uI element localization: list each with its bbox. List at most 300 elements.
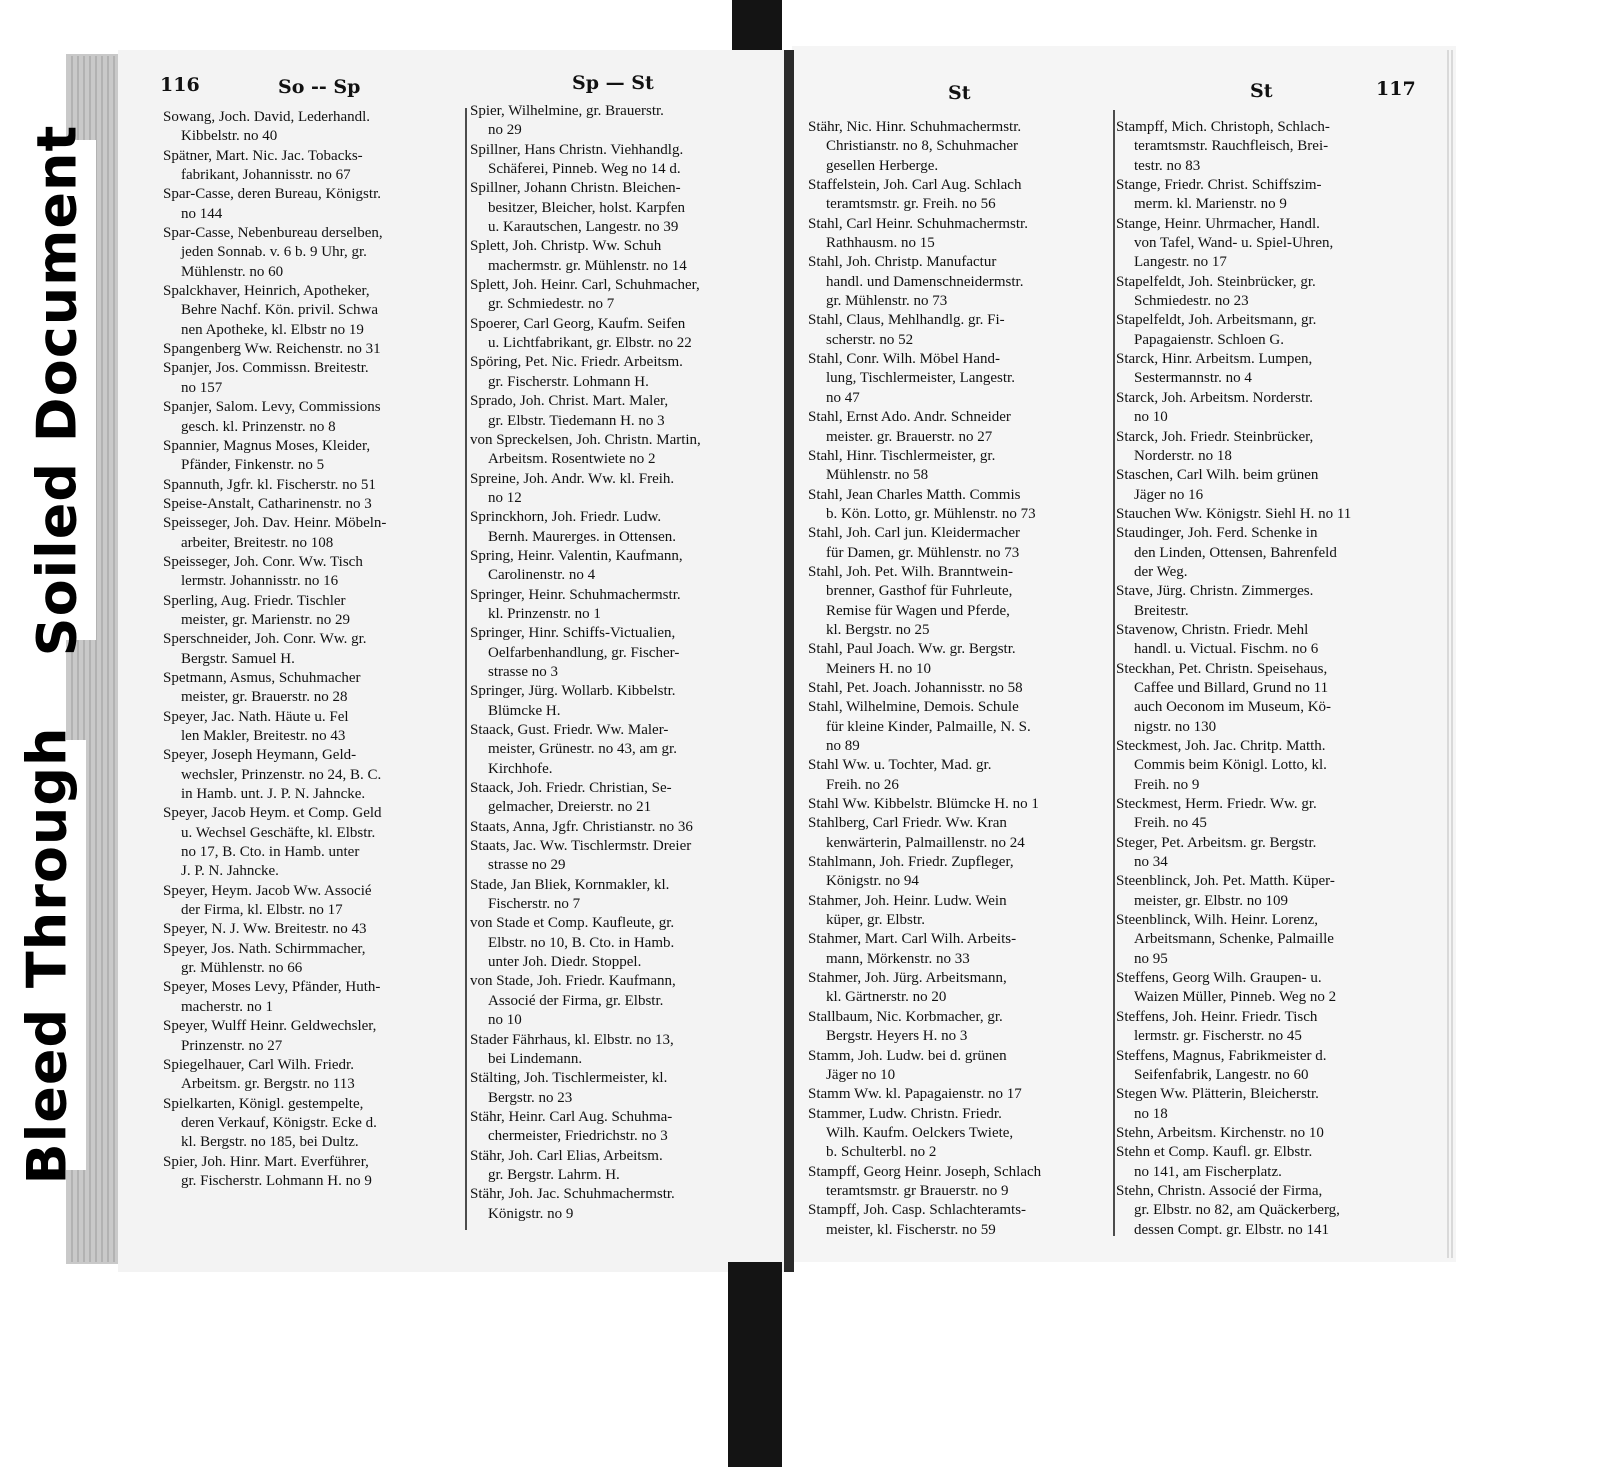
directory-entry (808, 853, 1112, 892)
entry-line: Springer, Hinr. Schiffs-Victualien, (470, 625, 676, 642)
entry-line: Prinzenstr. no 27 (181, 1037, 283, 1054)
left-page-number: 116 (160, 74, 200, 96)
entry-line: Jäger no 16 (1134, 486, 1204, 503)
entry-line: lung, Tischlermeister, Langestr. (826, 370, 1015, 387)
entry-line: u. Lichtfabrikant, gr. Elbstr. no 22 (488, 335, 692, 352)
directory-entry (163, 804, 463, 881)
entry-line: no 12 (488, 489, 522, 506)
entry-line: Stälting, Joh. Tischlermeister, kl. (470, 1070, 668, 1087)
entry-line: Staack, Gust. Friedr. Ww. Maler- (470, 722, 669, 738)
entry-line: Steger, Pet. Arbeitsm. gr. Bergstr. (1116, 834, 1317, 851)
left-page-header-right: Sp — St (572, 72, 654, 94)
entry-line: in Hamb. unt. J. P. N. Jahncke. (181, 786, 366, 803)
right-page-number: 117 (1376, 78, 1416, 100)
entry-line: Bergstr. Samuel H. (181, 650, 295, 667)
entry-line: Behre Nachf. Kön. privil. Schwa (181, 302, 379, 319)
entry-line: meister. gr. Brauerstr. no 27 (826, 428, 993, 445)
entry-line: Stegen Ww. Plätterin, Bleicherstr. (1116, 1086, 1319, 1103)
directory-entry (163, 669, 463, 708)
entry-line: Speyer, Joseph Heymann, Geld- (163, 747, 357, 764)
entry-line: Staudinger, Joh. Ferd. Schenke in (1116, 525, 1318, 542)
entry-line: handl. und Damenschneidermstr. (826, 273, 1024, 290)
directory-entry (163, 920, 463, 939)
directory-entry (163, 1056, 463, 1095)
directory-entry (163, 882, 463, 921)
entry-line: Seifenfabrik, Langestr. no 60 (1134, 1066, 1309, 1083)
entry-line: Stehn, Arbeitsm. Kirchenstr. no 10 (1116, 1124, 1324, 1141)
entry-line: Staffelstein, Joh. Carl Aug. Schlach (808, 177, 1022, 194)
entry-line: Stähr, Joh. Jac. Schuhmachermstr. (470, 1186, 675, 1203)
entry-line: Stampff, Georg Heinr. Joseph, Schlach (808, 1163, 1042, 1180)
entry-line: Speyer, N. J. Ww. Breitestr. no 43 (163, 921, 367, 938)
entry-line: Splett, Joh. Christp. Ww. Schuh (470, 238, 662, 255)
directory-entry (1116, 350, 1416, 389)
entry-line: no 47 (826, 389, 860, 406)
entry-line: gr. Mühlenstr. no 73 (826, 293, 948, 310)
entry-line: von Spreckelsen, Joh. Christn. Martin, (470, 431, 701, 448)
directory-entry (470, 179, 775, 237)
directory-entry (1116, 428, 1416, 467)
entry-line: no 95 (1134, 950, 1168, 967)
directory-entry (470, 392, 775, 431)
entry-line: Stampff, Joh. Casp. Schlachteramts- (808, 1202, 1027, 1219)
entry-line: Spar-Casse, Nebenbureau derselben, (163, 225, 383, 242)
directory-entry (1116, 466, 1416, 505)
directory-entry (808, 118, 1112, 176)
directory-entry (163, 340, 463, 359)
directory-entry (470, 1069, 775, 1108)
entry-line: machermstr. gr. Mühlenstr. no 14 (488, 257, 687, 274)
entry-line: gr. Fischerstr. Lohmann H. no 9 (181, 1172, 372, 1189)
entry-line: Fischerstr. no 7 (488, 896, 581, 913)
entry-line: Stahl, Conr. Wilh. Möbel Hand- (808, 351, 1001, 368)
directory-entry (808, 524, 1112, 563)
entry-line: Sowang, Joch. David, Lederhandl. (163, 109, 371, 125)
directory-entry (163, 1153, 463, 1192)
directory-entry (808, 1008, 1112, 1047)
entry-line: Stähr, Nic. Hinr. Schuhmachermstr. (808, 119, 1022, 135)
entry-line: Stahl, Joh. Pet. Wilh. Branntwein- (808, 563, 1013, 580)
directory-entry (470, 470, 775, 509)
directory-entry (163, 476, 463, 495)
directory-entry (163, 592, 463, 631)
soiled-document-label: Soiled Document (25, 124, 89, 656)
entry-line: Stamm, Joh. Ludw. bei d. grünen (808, 1047, 1007, 1064)
directory-entry (163, 437, 463, 476)
directory-entry (163, 359, 463, 398)
entry-line: Stahl Ww. Kibbelstr. Blümcke H. no 1 (808, 796, 1039, 813)
entry-line: mann, Mörkenstr. no 33 (826, 950, 970, 967)
directory-entry (808, 892, 1112, 931)
entry-line: Stahl, Paul Joach. Ww. gr. Bergstr. (808, 641, 1016, 658)
entry-line: Spannuth, Jgfr. kl. Fischerstr. no 51 (163, 476, 376, 493)
entry-line: Stähr, Joh. Carl Elias, Arbeitsm. (470, 1147, 663, 1164)
entry-line: gr. Schmiedestr. no 7 (488, 296, 615, 313)
entry-line: teramtsmstr. gr Brauerstr. no 9 (826, 1182, 1009, 1199)
entry-line: Starck, Hinr. Arbeitsm. Lumpen, (1116, 351, 1313, 368)
entry-line: Mühlenstr. no 58 (826, 467, 929, 484)
entry-line: kl. Gärtnerstr. no 20 (826, 989, 947, 1006)
entry-line: Stahlmann, Joh. Friedr. Zupfleger, (808, 854, 1014, 871)
entry-line: Staschen, Carl Wilh. beim grünen (1116, 467, 1319, 484)
directory-entry (808, 1163, 1112, 1202)
entry-line: Stammer, Ludw. Christn. Friedr. (808, 1105, 1002, 1122)
entry-line: lermstr. gr. Fischerstr. no 45 (1134, 1028, 1302, 1045)
entry-line: Jäger no 10 (826, 1066, 896, 1083)
entry-line: Stahl, Carl Heinr. Schuhmachermstr. (808, 215, 1028, 232)
entry-line: Spring, Heinr. Valentin, Kaufmann, (470, 547, 683, 564)
entry-line: Stauchen Ww. Königstr. Siehl H. no 11 (1116, 505, 1352, 522)
directory-entry (470, 972, 775, 1030)
entry-line: von Stade et Comp. Kaufleute, gr. (470, 915, 675, 932)
directory-entry (1116, 1124, 1416, 1143)
entry-line: Steckmest, Joh. Jac. Chritp. Matth. (1116, 738, 1326, 754)
right-page-column-2 (1116, 118, 1416, 1238)
directory-entry (163, 185, 463, 224)
soiled-document-stamp (18, 124, 96, 656)
directory-entry (808, 1085, 1112, 1104)
directory-entry (808, 311, 1112, 350)
right-page-header-right: St (1250, 80, 1273, 102)
entry-line: teramtsmstr. gr. Freih. no 56 (826, 196, 996, 213)
entry-line: u. Wechsel Geschäfte, kl. Elbstr. (181, 824, 376, 841)
directory-entry (470, 586, 775, 625)
entry-line: von Tafel, Wand- u. Spiel-Uhren, (1134, 235, 1334, 252)
directory-entry (163, 224, 463, 282)
entry-line: besitzer, Bleicher, holst. Karpfen (488, 199, 686, 216)
entry-line: Stehn et Comp. Kaufl. gr. Elbstr. (1116, 1144, 1313, 1161)
directory-entry (470, 837, 775, 876)
entry-line: Speyer, Heym. Jacob Ww. Associé (163, 882, 372, 899)
directory-entry (808, 408, 1112, 447)
entry-line: b. Kön. Lotto, gr. Mühlenstr. no 73 (826, 505, 1036, 522)
entry-line: Norderstr. no 18 (1134, 447, 1232, 464)
directory-entry (1116, 1047, 1416, 1086)
directory-entry (808, 640, 1112, 679)
directory-entry (470, 1108, 775, 1147)
entry-line: Steffens, Joh. Heinr. Friedr. Tisch (1116, 1008, 1318, 1025)
directory-entry (808, 814, 1112, 853)
entry-line: bei Lindemann. (488, 1050, 583, 1067)
entry-line: Steenblinck, Wilh. Heinr. Lorenz, (1116, 912, 1318, 929)
right-page-column-1 (808, 118, 1112, 1238)
directory-entry (470, 431, 775, 470)
entry-line: Schmiedestr. no 23 (1134, 293, 1249, 310)
entry-line: Stahl, Claus, Mehlhandlg. gr. Fi- (808, 312, 1005, 329)
directory-entry (808, 176, 1112, 215)
directory-entry (163, 1017, 463, 1056)
entry-line: teramtsmstr. Rauchfleisch, Brei- (1134, 138, 1329, 155)
directory-entry (1116, 1008, 1416, 1047)
directory-entry (163, 147, 463, 186)
directory-entry (808, 1047, 1112, 1086)
directory-entry (808, 756, 1112, 795)
entry-line: merm. kl. Marienstr. no 9 (1134, 196, 1287, 213)
entry-line: deren Verkauf, Königstr. Ecke d. (181, 1114, 377, 1131)
entry-line: no 10 (488, 1012, 522, 1029)
right-page-header-left: St (948, 82, 971, 104)
bleed-through-label: Bleed Through (15, 726, 79, 1184)
entry-line: Stapelfeldt, Joh. Arbeitsmann, gr. (1116, 312, 1317, 329)
entry-line: b. Schulterbl. no 2 (826, 1144, 937, 1161)
entry-line: Carolinenstr. no 4 (488, 567, 596, 584)
entry-line: Sprinckhorn, Joh. Friedr. Ludw. (470, 509, 662, 526)
entry-line: Spier, Wilhelmine, gr. Brauerstr. (470, 103, 664, 119)
entry-line: Speise-Anstalt, Catharinenstr. no 3 (163, 495, 372, 512)
directory-entry (470, 141, 775, 180)
entry-line: Freih. no 26 (826, 776, 899, 793)
entry-line: meister, gr. Brauerstr. no 28 (181, 689, 348, 706)
entry-line: Spöring, Pet. Nic. Friedr. Arbeitsm. (470, 354, 683, 371)
directory-entry (808, 253, 1112, 311)
entry-line: Papagaienstr. Schloen G. (1134, 331, 1284, 348)
entry-line: für kleine Kinder, Palmaille, N. S. (826, 718, 1031, 735)
directory-entry (470, 353, 775, 392)
binding-strip-bottom (728, 1262, 782, 1467)
entry-line: Stahl, Joh. Christp. Manufactur (808, 254, 997, 271)
directory-entry (1116, 795, 1416, 834)
directory-entry (808, 215, 1112, 254)
directory-entry (1116, 1143, 1416, 1182)
entry-line: meister, Grünestr. no 43, am gr. (488, 741, 677, 758)
entry-line: auch Oeconom im Museum, Kö- (1134, 699, 1332, 716)
directory-entry (808, 969, 1112, 1008)
entry-line: Starck, Joh. Friedr. Steinbrücker, (1116, 428, 1314, 445)
entry-line: Arbeitsmann, Schenke, Palmaille (1134, 931, 1334, 948)
entry-line: no 34 (1134, 854, 1168, 871)
directory-entry (163, 708, 463, 747)
bleed-through-stamp (8, 726, 86, 1184)
entry-line: no 89 (826, 738, 860, 754)
entry-line: Spar-Casse, deren Bureau, Königstr. (163, 186, 381, 203)
entry-line: Spätner, Mart. Nic. Jac. Tobacks- (163, 147, 363, 164)
directory-entry (1116, 872, 1416, 911)
entry-line: Königstr. no 9 (488, 1205, 574, 1222)
entry-line: Kibbelstr. no 40 (181, 128, 278, 145)
entry-line: brenner, Gasthof für Fuhrleute, (826, 583, 1013, 600)
entry-line: Speyer, Wulff Heinr. Geldwechsler, (163, 1018, 377, 1035)
entry-line: gesellen Herberge. (826, 157, 939, 174)
entry-line: meister, gr. Marienstr. no 29 (181, 611, 350, 628)
entry-line: Remise für Wagen und Pferde, (826, 602, 1010, 619)
entry-line: Freih. no 45 (1134, 815, 1207, 832)
entry-line: Spanjer, Salom. Levy, Commissions (163, 399, 381, 416)
entry-line: Stahl, Jean Charles Matth. Commis (808, 486, 1021, 503)
entry-line: gesch. kl. Prinzenstr. no 8 (181, 418, 336, 435)
entry-line: gr. Fischerstr. Lohmann H. (488, 373, 649, 390)
entry-line: Pfänder, Finkenstr. no 5 (181, 457, 325, 474)
entry-line: Spier, Joh. Hinr. Mart. Everführer, (163, 1153, 369, 1170)
entry-line: Steffens, Magnus, Fabrikmeister d. (1116, 1047, 1327, 1064)
entry-line: gr. Elbstr. Tiedemann H. no 3 (488, 412, 665, 429)
directory-entry (470, 779, 775, 818)
entry-line: Bernh. Maurerges. in Ottensen. (488, 528, 677, 545)
entry-line: der Weg. (1134, 563, 1188, 580)
entry-line: Splett, Joh. Heinr. Carl, Schuhmacher, (470, 277, 700, 294)
directory-entry (163, 108, 463, 147)
entry-line: nigstr. no 130 (1134, 718, 1217, 735)
entry-line: Oelfarbenhandlung, gr. Fischer- (488, 644, 680, 661)
entry-line: meister, gr. Elbstr. no 109 (1134, 892, 1288, 909)
entry-line: no 17, B. Cto. in Hamb. unter (181, 844, 360, 861)
directory-entry (470, 914, 775, 972)
entry-line: gr. Elbstr. no 82, am Quäckerberg, (1134, 1202, 1340, 1219)
entry-line: Stader Fährhaus, kl. Elbstr. no 13, (470, 1031, 674, 1048)
entry-line: dessen Compt. gr. Elbstr. no 141 (1134, 1221, 1329, 1238)
directory-entry (808, 486, 1112, 525)
entry-line: von Stade, Joh. Friedr. Kaufmann, (470, 973, 676, 990)
entry-line: für Damen, gr. Mühlenstr. no 73 (826, 544, 1020, 561)
entry-line: Elbstr. no 10, B. Cto. in Hamb. (488, 934, 675, 951)
entry-line: fabrikant, Johannisstr. no 67 (181, 167, 351, 184)
entry-line: Langestr. no 17 (1134, 254, 1227, 271)
directory-entry (470, 102, 775, 141)
entry-line: Steckhan, Pet. Christn. Speisehaus, (1116, 660, 1328, 677)
directory-entry (470, 624, 775, 682)
entry-line: arbeiter, Breitestr. no 108 (181, 534, 334, 551)
entry-line: Stahl, Joh. Carl jun. Kleidermacher (808, 525, 1021, 542)
directory-entry (1116, 911, 1416, 969)
entry-line: Sperling, Aug. Friedr. Tischler (163, 592, 346, 609)
entry-line: meister, kl. Fischerstr. no 59 (826, 1221, 996, 1238)
entry-line: den Linden, Ottensen, Bahrenfeld (1134, 544, 1337, 561)
entry-line: Stahmer, Joh. Jürg. Arbeitsmann, (808, 970, 1007, 987)
entry-line: Kirchhofe. (488, 760, 553, 777)
entry-line: Stampff, Mich. Christoph, Schlach- (1116, 119, 1330, 135)
entry-line: Spannier, Magnus Moses, Kleider, (163, 437, 371, 454)
directory-entry (470, 508, 775, 547)
entry-line: Sperschneider, Joh. Conr. Ww. gr. (163, 631, 367, 648)
entry-line: strasse no 3 (488, 663, 558, 680)
directory-entry (163, 746, 463, 804)
entry-line: Spanjer, Jos. Commissn. Breitestr. (163, 360, 369, 377)
directory-entry (470, 721, 775, 779)
directory-entry (1116, 621, 1416, 660)
entry-line: Steenblinck, Joh. Pet. Matth. Küper- (1116, 873, 1335, 890)
entry-line: no 157 (181, 379, 223, 396)
entry-line: Speyer, Jac. Nath. Häute u. Fel (163, 708, 349, 725)
directory-entry (1116, 176, 1416, 215)
entry-line: chermeister, Friedrichstr. no 3 (488, 1128, 668, 1145)
entry-line: Spoerer, Carl Georg, Kaufm. Seifen (470, 315, 686, 332)
directory-entry (1116, 118, 1416, 176)
entry-line: Blümcke H. (488, 702, 561, 719)
entry-line: Spillner, Hans Christn. Viehhandlg. (470, 141, 684, 158)
directory-entry (163, 553, 463, 592)
entry-line: Königstr. no 94 (826, 873, 919, 890)
directory-entry (163, 1095, 463, 1153)
entry-line: Arbeitsm. gr. Bergstr. no 113 (181, 1076, 355, 1093)
directory-entry (1116, 505, 1416, 524)
directory-entry (808, 563, 1112, 640)
entry-line: Wilh. Kaufm. Oelckers Twiete, (826, 1124, 1014, 1141)
directory-entry (808, 447, 1112, 486)
entry-line: J. P. N. Jahncke. (181, 863, 279, 880)
entry-line: Spreine, Joh. Andr. Ww. kl. Freih. (470, 470, 675, 487)
entry-line: Bergstr. Heyers H. no 3 (826, 1028, 968, 1045)
entry-line: Rathhausm. no 15 (826, 235, 935, 252)
entry-line: kenwärterin, Palmaillenstr. no 24 (826, 834, 1025, 851)
entry-line: handl. u. Victual. Fischm. no 6 (1134, 641, 1319, 658)
directory-entry (163, 514, 463, 553)
entry-line: Steckmest, Herm. Friedr. Ww. gr. (1116, 796, 1317, 813)
entry-line: Stallbaum, Nic. Korbmacher, gr. (808, 1008, 1003, 1025)
directory-entry (1116, 660, 1416, 737)
entry-line: Waizen Müller, Pinneb. Weg no 2 (1134, 989, 1337, 1006)
entry-line: Stange, Friedr. Christ. Schiffszim- (1116, 177, 1322, 194)
entry-line: gr. Bergstr. Lahrm. H. (488, 1166, 620, 1183)
directory-entry (808, 1105, 1112, 1163)
entry-line: Sestermannstr. no 4 (1134, 370, 1252, 387)
left-page-column-1 (163, 108, 463, 1238)
entry-line: Spangenberg Ww. Reichenstr. no 31 (163, 341, 381, 358)
directory-entry (1116, 1085, 1416, 1124)
entry-line: Stahmer, Joh. Heinr. Ludw. Wein (808, 892, 1007, 909)
entry-line: Stave, Jürg. Christn. Zimmerges. (1116, 583, 1314, 600)
entry-line: Stahmer, Mart. Carl Wilh. Arbeits- (808, 931, 1017, 948)
directory-entry (163, 495, 463, 514)
directory-entry (470, 1147, 775, 1186)
entry-line: Starck, Joh. Arbeitsm. Norderstr. (1116, 389, 1314, 406)
entry-line: Stamm Ww. kl. Papagaienstr. no 17 (808, 1086, 1022, 1103)
entry-line: no 10 (1134, 409, 1168, 426)
entry-line: Breitestr. (1134, 602, 1189, 619)
entry-line: gelmacher, Dreierstr. no 21 (488, 799, 652, 816)
entry-line: Meiners H. no 10 (826, 660, 931, 677)
entry-line: Stehn, Christn. Associé der Firma, (1116, 1182, 1323, 1199)
entry-line: Spalckhaver, Heinrich, Apotheker, (163, 283, 370, 300)
directory-entry (808, 350, 1112, 408)
directory-entry (1116, 215, 1416, 273)
entry-line: Stade, Jan Bliek, Kornmakler, kl. (470, 876, 670, 893)
entry-line: Springer, Heinr. Schuhmachermstr. (470, 586, 681, 603)
entry-line: scherstr. no 52 (826, 331, 914, 348)
entry-line: Stavenow, Christn. Friedr. Mehl (1116, 621, 1309, 638)
entry-line: Speyer, Jos. Nath. Schirmmacher, (163, 940, 366, 957)
directory-entry (1116, 737, 1416, 795)
entry-line: Stahl, Ernst Ado. Andr. Schneider (808, 409, 1011, 426)
entry-line: gr. Mühlenstr. no 66 (181, 960, 303, 977)
entry-line: Spiegelhauer, Carl Wilh. Friedr. (163, 1056, 354, 1073)
entry-line: Sprado, Joh. Christ. Mart. Maler, (470, 393, 669, 410)
entry-line: Staats, Jac. Ww. Tischlermstr. Dreier (470, 838, 692, 855)
entry-line: Christianstr. no 8, Schuhmacher (826, 138, 1019, 155)
directory-entry (1116, 524, 1416, 582)
directory-entry (1116, 1182, 1416, 1238)
directory-entry (1116, 389, 1416, 428)
directory-entry (470, 547, 775, 586)
entry-line: Commis beim Königl. Lotto, kl. (1134, 757, 1327, 774)
directory-entry (470, 682, 775, 721)
entry-line: der Firma, kl. Elbstr. no 17 (181, 902, 343, 919)
entry-line: Staack, Joh. Friedr. Christian, Se- (470, 780, 672, 797)
entry-line: Freih. no 9 (1134, 776, 1200, 793)
entry-line: nen Apotheke, kl. Elbstr no 19 (181, 321, 364, 338)
entry-line: testr. no 83 (1134, 157, 1201, 174)
entry-line: Speisseger, Joh. Dav. Heinr. Möbeln- (163, 515, 387, 532)
directory-entry (163, 940, 463, 979)
entry-line: Bergstr. no 23 (488, 1089, 573, 1106)
directory-entry (470, 315, 775, 354)
entry-line: Stahlberg, Carl Friedr. Ww. Kran (808, 815, 1007, 832)
left-page-column-2 (470, 102, 775, 1238)
entry-line: Schäferei, Pinneb. Weg no 14 d. (488, 161, 681, 178)
entry-line: Stange, Heinr. Uhrmacher, Handl. (1116, 215, 1320, 232)
entry-line: Springer, Jürg. Wollarb. Kibbelstr. (470, 683, 676, 700)
entry-line: Stahl, Wilhelmine, Demois. Schule (808, 699, 1019, 716)
entry-line: Arbeitsm. Rosentwiete no 2 (488, 451, 656, 468)
left-page-header-left: So -- Sp (278, 76, 361, 98)
